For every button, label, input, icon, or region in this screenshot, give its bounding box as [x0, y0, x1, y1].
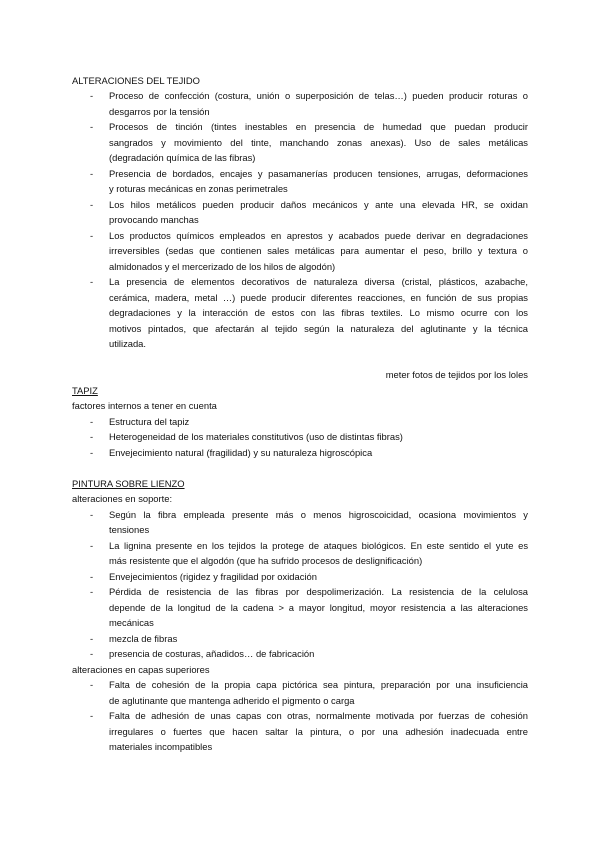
bullet-dash: -	[90, 679, 94, 690]
list-item-line: Envejecimientos (rigidez y fragilidad por oxidación	[109, 570, 317, 582]
list-item-line: más resistente que el algodón (que ha sufrido procesos de deslignificación)	[109, 555, 423, 566]
bullet-dash: -	[90, 539, 94, 551]
list-item-line: mezcla de fibras	[109, 632, 178, 644]
bullet-dash: -	[90, 508, 94, 520]
bullet-dash: -	[90, 710, 94, 721]
list-item-line: Proceso de confección (costura, unión o superposición de telas…) pueden producir roturas o	[109, 90, 528, 101]
list-item-line: depende de la longitud de la cadena > a mayor longitud, moyor resistencia a las alteraciones	[109, 601, 528, 613]
list-item-line: Falta de cohesión de la propia capa pictórica sea pintura, preparación por una insuficiencia	[109, 679, 528, 690]
list-item-line: Envejecimiento natural (fragilidad) y su naturaleza higroscópica	[109, 446, 373, 458]
note-text: meter fotos de tejidos por los loles	[385, 369, 528, 380]
section-subtitle: alteraciones en soporte:	[72, 493, 173, 504]
list-item-line: de aglutinante que mantenga adherido el pigmento o carga	[109, 694, 355, 706]
list-item-line: La lignina presente en los tejidos la protege de ataques biológicos. En este sentido el yute es	[109, 539, 528, 551]
list-item-line: (degradación química de las fibras)	[109, 152, 256, 163]
bullet-dash: -	[90, 90, 94, 101]
list-item-line: materiales incompatibles	[109, 741, 213, 752]
list-item-line: almidonados y el mercerizado de los hilos de algodón)	[109, 260, 336, 272]
section-title-alteraciones-tejido: ALTERACIONES DEL TEJIDO	[72, 75, 200, 86]
list-item-line: sangrados y movimiento del tinte, manchando zonas anexas). Uso de sales metálicas	[109, 136, 528, 148]
list-item-line: degradaciones y la interacción de estos con las fibras textiles. Lo mismo ocurre con los	[109, 307, 528, 318]
list-item-line: utilizada.	[109, 338, 147, 349]
list-item-line: irregulares o fuertes que hacen saltar la pintura, o por una adhesión inadecuada entre	[109, 725, 528, 737]
list-item-line: cerámica, madera, metal …) puede producir diferentes reacciones, en función de sus propias	[109, 291, 528, 303]
section-subtitle: alteraciones en capas superiores	[72, 663, 210, 675]
list-item-line: y roturas mecánicas en zonas perimetrales	[109, 183, 288, 194]
list-item-line: irreversibles (sedas que contienen sales metálicas para aumentar el peso, brillo y textura o	[109, 245, 528, 256]
bullet-dash: -	[90, 229, 94, 241]
bullet-dash: -	[90, 276, 94, 287]
list-item-line: Pérdida de resistencia de las fibras por despolimerización. La resistencia de la celulosa	[109, 586, 528, 597]
list-item-line: Estructura del tapiz	[109, 415, 190, 427]
list-item-line: Falta de adhesión de unas capas con otras, normalmente motivada por fuerzas de cohesión	[109, 710, 528, 721]
list-item-line: Los hilos metálicos pueden producir daños mecánicos y ante una elevada HR, se oxidan	[109, 198, 528, 210]
list-item-line: Según la fibra empleada presente más o menos higroscoicidad, ocasiona movimientos y	[109, 508, 528, 520]
list-item-line: desgarros por la tensión	[109, 105, 210, 117]
list-item-line: tensiones	[109, 524, 150, 535]
bullet-dash: -	[90, 167, 94, 179]
bullet-dash: -	[90, 415, 94, 427]
bullet-dash: -	[90, 648, 94, 659]
list-item-line: Los productos químicos empleados en aprestos y acabados puede derivar en degradaciones	[109, 229, 528, 241]
section-subtitle: factores internos a tener en cuenta	[72, 400, 217, 411]
list-item-line: Procesos de tinción (tintes inestables en presencia de humedad que puedan producir	[109, 121, 528, 132]
list-item-line: provocando manchas	[109, 214, 199, 225]
section-title-tapiz: TAPIZ	[72, 384, 98, 396]
list-item-line: mecánicas	[109, 617, 154, 628]
bullet-dash: -	[90, 121, 94, 132]
list-item-line: Heterogeneidad de los materiales constitutivos (uso de distintas fibras)	[109, 431, 403, 442]
list-item-line: La presencia de elementos decorativos de naturaleza diversa (cristal, plásticos, azabache,	[109, 276, 528, 287]
bullet-dash: -	[90, 431, 94, 442]
bullet-dash: -	[90, 446, 94, 458]
bullet-dash: -	[90, 586, 94, 597]
section-title-pintura-sobre-lienzo: PINTURA SOBRE LIENZO	[72, 477, 185, 489]
list-item-line: presencia de costuras, añadidos… de fabricación	[109, 648, 315, 659]
bullet-dash: -	[90, 198, 94, 210]
bullet-dash: -	[90, 570, 94, 582]
list-item-line: Presencia de bordados, encajes y pasamanerías producen tensiones, arrugas, deformaciones	[109, 167, 528, 179]
list-item-line: motivos pintados, que afectarán al tejido según la naturaleza del aglutinante y la técnica	[109, 322, 528, 334]
bullet-dash: -	[90, 632, 94, 644]
